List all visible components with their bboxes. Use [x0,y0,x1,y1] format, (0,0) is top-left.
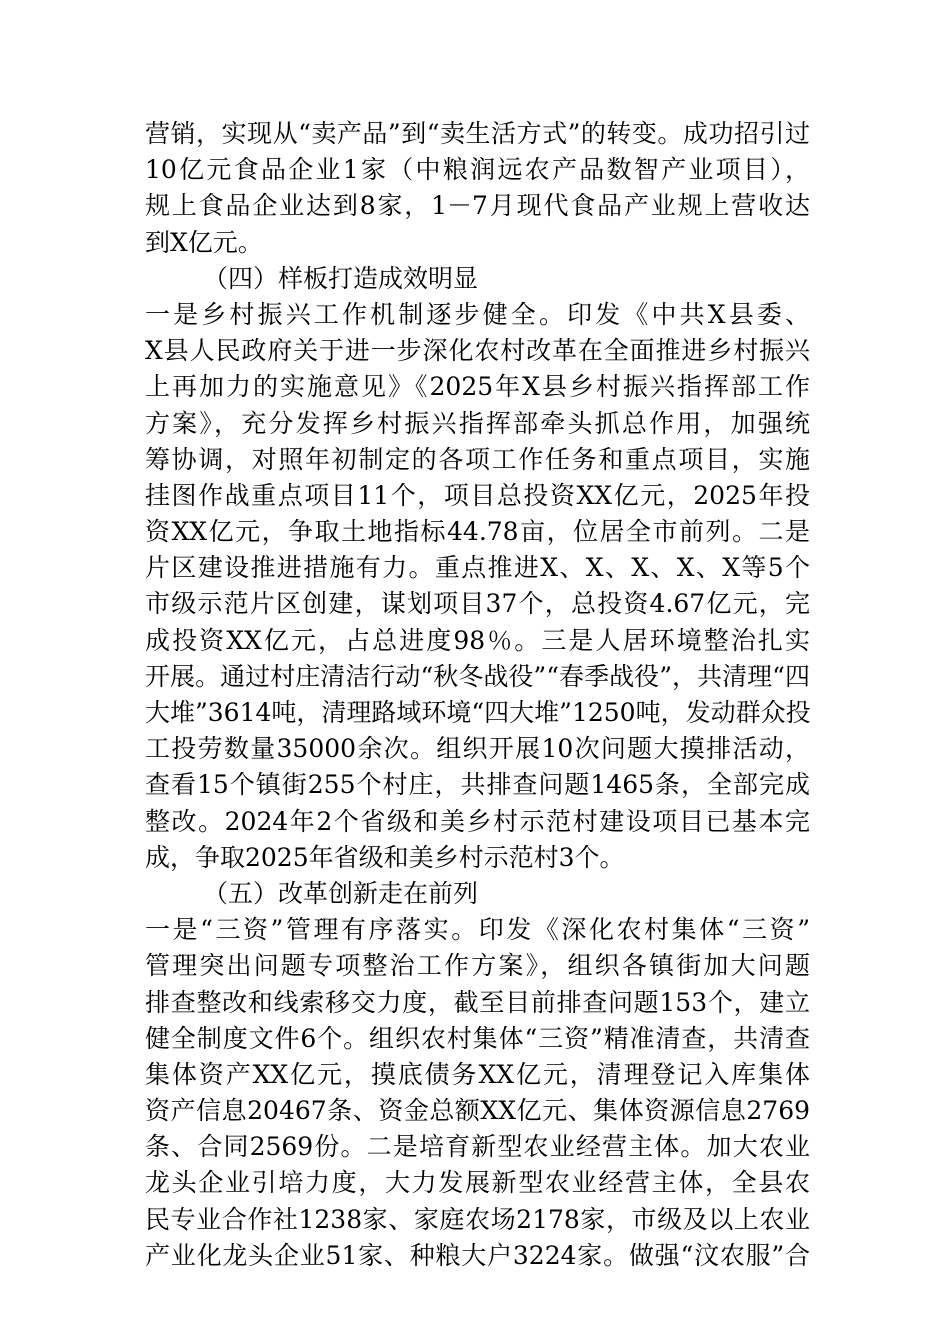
text-line: 营销，实现从“卖产品”到“卖生活方式”的转变。成功招引过 [145,119,810,148]
text-line: 资产信息20467条、资金总额XX亿元、集体资源信息2769 [145,1096,810,1126]
text-line: 成，争取2025年省级和美乡村示范村3个。 [145,842,625,872]
text-line: 市级示范片区创建，谋划项目37个，总投资4.67亿元，完 [145,589,810,619]
section-heading: （五）改革创新走在前列 [203,878,479,908]
section-heading: （四）样板打造成效明显 [203,263,479,293]
document-body [145,116,810,1274]
text-line: 挂图作战重点项目11个，项目总投资XX亿元，2025年投 [145,480,810,510]
text-line: 开展。通过村庄清洁行动“秋冬战役”“春季战役”，共清理“四 [145,661,810,691]
text-line: 龙头企业引培力度，大力发展新型农业经营主体，全县农 [145,1168,810,1198]
text-line: 条、合同2569份。二是培育新型农业经营主体。加大农业 [145,1132,810,1162]
text-line: 一是乡村振兴工作机制逐步健全。印发《中共X县委、 [145,299,810,329]
text-line: 规上食品企业达到8家，1－7月现代食品产业规上营收达 [145,191,810,221]
text-line: 民专业合作社1238家、家庭农场2178家，市级及以上农业 [145,1204,810,1234]
text-line: 管理突出问题专项整治工作方案》，组织各镇街加大问题 [145,951,810,981]
text-line: 查看15个镇街255个村庄，共排查问题1465条，全部完成 [145,770,810,800]
text-line: X县人民政府关于进一步深化农村改革在全面推进乡村振兴 [145,336,810,366]
text-line: 筹协调，对照年初制定的各项工作任务和重点项目，实施 [145,444,810,474]
text-line: 上再加力的实施意见》《2025年X县乡村振兴指挥部工作 [145,372,810,402]
text-line: 一是“三资”管理有序落实。印发《深化农村集体“三资” [145,915,810,945]
text-line: 资XX亿元，争取土地指标44.78亩，位居全市前列。二是 [145,517,810,547]
text-line: 成投资XX亿元，占总进度98％。三是人居环境整治扎实 [145,625,810,655]
text-line: 健全制度文件6个。组织农村集体“三资”精准清查，共清查 [145,1023,810,1053]
text-line: 大堆”3614吨，清理路域环境“四大堆”1250吨，发动群众投 [145,698,811,727]
text-line: 排查整改和线索移交力度，截至目前排查问题153个，建立 [145,987,810,1017]
text-line: 10亿元食品企业1家（中粮润远农产品数智产业项目）， [145,155,810,185]
text-line: 集体资产XX亿元，摸底债务XX亿元，清理登记入库集体 [145,1059,810,1089]
text-line: 整改。2024年2个省级和美乡村示范村建设项目已基本完 [145,806,810,836]
text-line: 片区建设推进措施有力。重点推进X、X、X、X、X等5个 [145,553,810,583]
text-line: 方案》，充分发挥乡村振兴指挥部牵头抓总作用，加强统 [145,408,810,438]
text-line: 到X亿元。 [145,227,263,257]
text-line: 产业化龙头企业51家、种粮大户3224家。做强“汶农服”合 [145,1240,810,1270]
text-line: 工投劳数量35000余次。组织开展10次问题大摸排活动， [145,734,810,764]
